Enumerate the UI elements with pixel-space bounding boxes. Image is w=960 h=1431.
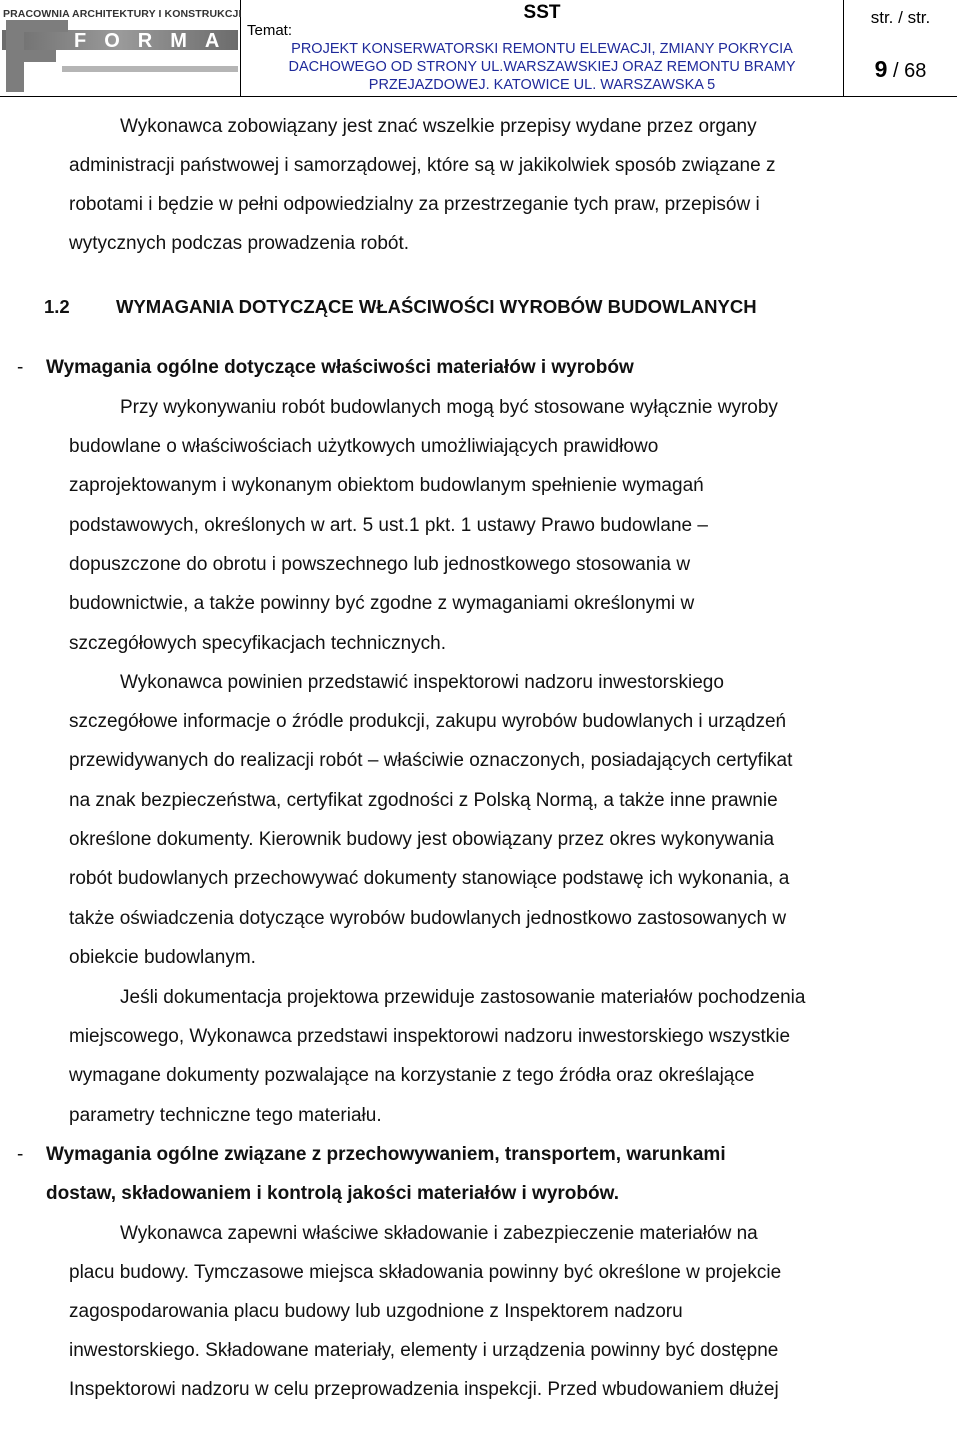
p4-line-4: inwestorskiego. Składowane materiały, elementy i urządzenia powinny być dostępne <box>69 1340 779 1361</box>
company-logo-cell <box>0 0 241 96</box>
p1-line-3: zaprojektowanym i wykonanym obiektom budowlanym spełnienie wymagań <box>69 475 704 496</box>
topic-line-2: DACHOWEGO OD STRONY UL.WARSZAWSKIEJ ORAZ REMONTU BRAMY <box>288 59 796 75</box>
p2-line-5: określone dokumenty. Kierownik budowy jest obowiązany przez okres wykonywania <box>69 829 775 850</box>
page-current: 9 <box>874 56 888 82</box>
bullet-dash: - <box>17 357 24 378</box>
intro-line-4: wytycznych podczas prowadzenia robót. <box>69 233 410 254</box>
intro-line-3: robotami i będzie w pełni odpowiedzialny za przestrzeganie tych praw, przepisów i <box>69 194 760 215</box>
logo-caption: PRACOWNIA ARCHITEKTURY I KONSTRUKCJI <box>3 8 242 20</box>
topic-line-1: PROJEKT KONSERWATORSKI REMONTU ELEWACJI, ZMIANY POKRYCIA <box>291 41 793 57</box>
intro-line-1: Wykonawca zobowiązany jest znać wszelkie przepisy wydane przez organy <box>120 116 757 137</box>
topic-label: Temat: <box>247 22 293 39</box>
bullet-dash-2: - <box>17 1144 24 1165</box>
p1-line-1: Przy wykonywaniu robót budowlanych mogą być stosowane wyłącznie wyroby <box>120 397 778 418</box>
p1-line-5: dopuszczone do obrotu i powszechnego lub jednostkowego stosowania w <box>69 554 691 575</box>
logo-letters: FORMA <box>74 30 238 52</box>
p2-line-8: obiekcie budowlanym. <box>69 947 256 968</box>
p1-line-7: szczegółowych specyfikacjach technicznych. <box>69 633 447 654</box>
subsection-2-title-line-1: Wymagania ogólne związane z przechowywaniem, transportem, warunkami <box>46 1144 726 1165</box>
p2-line-4: na znak bezpieczeństwa, certyfikat zgodności z Polską Normą, a także inne prawnie <box>69 790 778 811</box>
page-number-cell <box>844 0 957 96</box>
section-title: WYMAGANIA DOTYCZĄCE WŁAŚCIWOŚCI WYROBÓW BUDOWLANYCH <box>116 296 757 317</box>
p1-line-4: podstawowych, określonych w art. 5 ust.1 pkt. 1 ustawy Prawo budowlane – <box>69 515 708 536</box>
topic-line-3: PRZEJAZDOWEJ. KATOWICE UL. WARSZAWSKA 5 <box>368 77 716 93</box>
page-number <box>844 56 957 83</box>
page-total: / 68 <box>887 60 927 82</box>
intro-line-2: administracji państwowej i samorządowej, które są w jakikolwiek sposób związane z <box>69 155 776 176</box>
p2-line-3: przewidywanych do realizacji robót – właściwie oznaczonych, posiadających certyfikat <box>69 750 793 771</box>
header-topic-cell <box>241 0 844 96</box>
p3-line-4: parametry techniczne tego materiału. <box>69 1105 382 1126</box>
p4-line-1: Wykonawca zapewni właściwe składowanie i zabezpieczenie materiałów na <box>120 1223 758 1244</box>
subsection-title: Wymagania ogólne dotyczące właściwości materiałów i wyrobów <box>46 357 634 378</box>
section-number: 1.2 <box>44 296 70 317</box>
page-label: str. / str. <box>870 8 931 27</box>
p2-line-6: robót budowlanych przechowywać dokumenty stanowiące podstawę ich wykonania, a <box>69 868 790 889</box>
p3-line-2: miejscowego, Wykonawca przedstawi inspektorowi nadzoru inwestorskiego wszystkie <box>69 1026 791 1047</box>
p1-line-6: budownictwie, a także powinny być zgodne z wymaganiami określonymi w <box>69 593 695 614</box>
p3-line-3: wymagane dokumenty pozwalające na korzystanie z tego źródła oraz określające <box>69 1065 755 1086</box>
p2-line-7: także oświadczenia dotyczące wyrobów budowlanych jednostkowo zastosowanych w <box>69 908 787 929</box>
p2-line-2: szczegółowe informacje o źródle produkcji, zakupu wyrobów budowlanych i urządzeń <box>69 711 787 732</box>
doc-code: SST <box>523 2 561 23</box>
p2-line-1: Wykonawca powinien przedstawić inspektorowi nadzoru inwestorskiego <box>120 672 724 693</box>
p3-line-1: Jeśli dokumentacja projektowa przewiduje zastosowanie materiałów pochodzenia <box>120 987 806 1008</box>
p4-line-5: Inspektorowi nadzoru w celu przeprowadzenia inspekcji. Przed wbudowaniem dłużej <box>69 1379 779 1400</box>
forma-logo <box>2 20 238 92</box>
p1-line-2: budowlane o właściwościach użytkowych umożliwiających prawidłowo <box>69 436 659 457</box>
p4-line-2: placu budowy. Tymczasowe miejsca składowania powinny być określone w projekcie <box>69 1262 782 1283</box>
p4-line-3: zagospodarowania placu budowy lub uzgodnione z Inspektorem nadzoru <box>69 1301 683 1322</box>
subsection-2-title-line-2: dostaw, składowaniem i kontrolą jakości materiałów i wyrobów. <box>46 1183 619 1204</box>
document-header <box>0 0 957 97</box>
